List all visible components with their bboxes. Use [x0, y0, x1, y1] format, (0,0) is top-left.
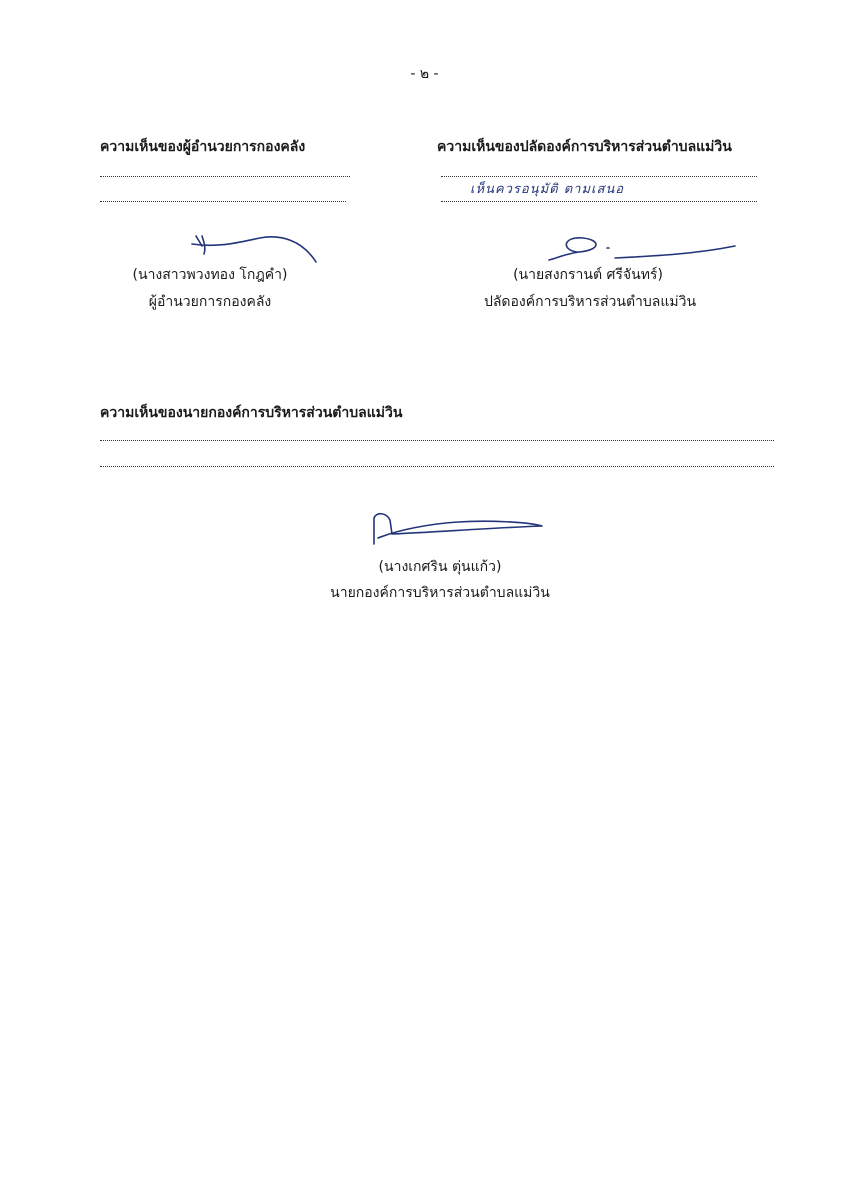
page-number: - ๒ - — [410, 66, 439, 82]
mayor-signer-title: นายกองค์การบริหารส่วนตำบลแม่วิน — [330, 585, 550, 601]
deputy-signer-title: ปลัดองค์การบริหารส่วนตำบลแม่วิน — [483, 294, 697, 310]
mayor-opinion-heading: ความเห็นของนายกองค์การบริหารส่วนตำบลแม่วิน — [100, 405, 403, 421]
finance-opinion-line-2 — [100, 201, 346, 202]
finance-opinion-heading: ความเห็นของผู้อำนวยการกองคลัง — [100, 139, 306, 155]
deputy-opinion-line-2 — [441, 201, 757, 202]
finance-signer-name: (นางสาวพวงทอง โกฎคำ) — [132, 267, 288, 283]
deputy-opinion-heading: ความเห็นของปลัดองค์การบริหารส่วนตำบลแม่วิน — [437, 139, 732, 155]
deputy-opinion-line-1 — [441, 176, 757, 177]
mayor-signer-name: (นางเกศริน ตุ่นแก้ว) — [378, 559, 502, 575]
finance-signature — [190, 232, 320, 268]
finance-opinion-line-1 — [100, 176, 350, 177]
deputy-signer-name: (นายสงกรานต์ ศรีจันทร์) — [513, 267, 663, 283]
finance-signer-title: ผู้อำนวยการกองคลัง — [148, 294, 272, 310]
deputy-signature — [545, 232, 745, 268]
deputy-handwritten-comment: เห็นควรอนุมัติ ตามเสนอ — [470, 182, 625, 197]
mayor-opinion-line-2 — [100, 466, 774, 467]
mayor-opinion-line-1 — [100, 440, 774, 441]
mayor-signature — [368, 508, 548, 552]
